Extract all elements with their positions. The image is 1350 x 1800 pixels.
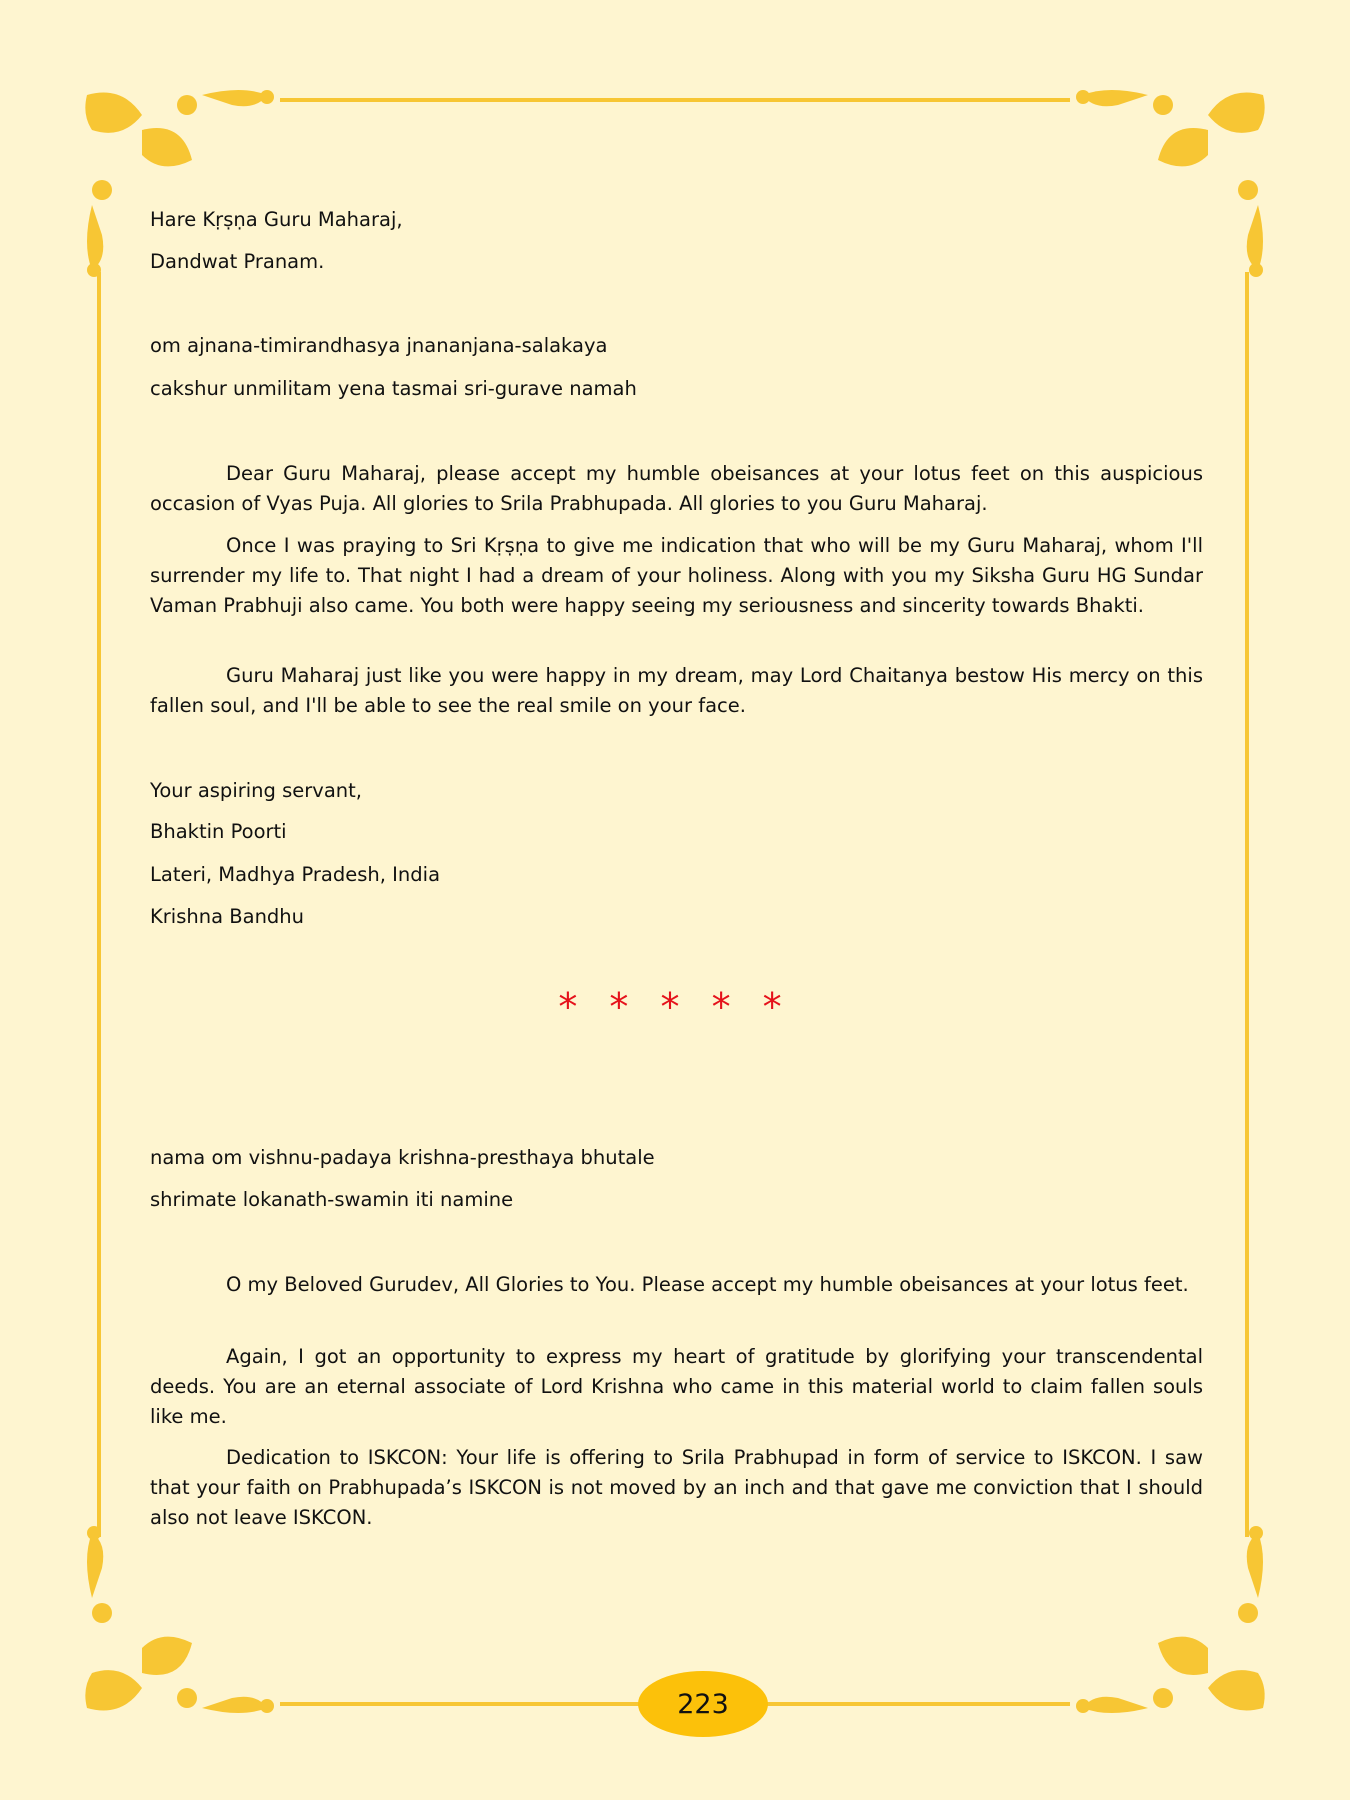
paragraph: Dedication to ISKCON: Your life is offering to Srila Prabhupad in form of service to ISKCON. I saw that your faith on Prabhupada’s ISKCON is not moved by an inch and that gave me conviction that I should also not leave ISKCON. [150, 1446, 1203, 1529]
signature-line: Krishna Bandhu [150, 905, 305, 928]
letter2-paragraph-2 [150, 1342, 1203, 1432]
border-top [280, 98, 1070, 102]
greeting-line: Hare Kṛṣṇa Guru Maharaj, [150, 208, 403, 231]
border-right [1245, 272, 1249, 1537]
border-bottom-right [766, 1702, 1070, 1706]
letter2-paragraph-3 [150, 1443, 1203, 1533]
corner-ornament-icon [1068, 1518, 1268, 1718]
signature-line: Lateri, Madhya Pradesh, India [150, 863, 441, 886]
greeting-line: Dandwat Pranam. [150, 250, 325, 273]
mantra-line: om ajnana-timirandhasya jnananjana-salakaya [150, 334, 608, 357]
letter1-paragraph-1 [150, 459, 1203, 519]
paragraph: Dear Guru Maharaj, please accept my humble obeisances at your lotus feet on this auspicious occasion of Vyas Puja. All glories to Srila Prabhupada. All glories to you Guru Maharaj. [150, 462, 1203, 515]
letter1-paragraph-2 [150, 531, 1203, 621]
page-number: 223 [677, 1688, 729, 1720]
paragraph: O my Beloved Gurudev, All Glories to You. Please accept my humble obeisances at your lotus feet. [226, 1273, 1189, 1296]
separator-stars: * * * * * [558, 985, 792, 1029]
signature-line: Bhaktin Poorti [150, 820, 287, 843]
paragraph: Again, I got an opportunity to express my heart of gratitude by glorifying your transcendental deeds. You are an eternal associate of Lord Krishna who came in this material world to claim fallen souls like me. [150, 1345, 1203, 1428]
paragraph: Guru Maharaj just like you were happy in my dream, may Lord Chaitanya bestow His mercy on this fallen soul, and I'll be able to see the real smile on your face. [150, 664, 1203, 717]
border-left [97, 272, 101, 1537]
letter2-paragraph-1 [150, 1270, 1203, 1300]
letter1-paragraph-3 [150, 661, 1203, 721]
signature-line: Your aspiring servant, [150, 779, 362, 802]
mantra-line: nama om vishnu-padaya krishna-presthaya bhutale [150, 1146, 655, 1169]
mantra-line: shrimate lokanath-swamin iti namine [150, 1188, 514, 1211]
page-number-badge [638, 1671, 768, 1737]
paragraph: Once I was praying to Sri Kṛṣṇa to give me indication that who will be my Guru Maharaj, whom I'll surrender my life to. That night I had a dream of your holiness. Along with you my Siksha Guru HG Sundar Vaman Prabhuji also came. You both were happy seeing my seriousness and sincerity towards Bhakti. [150, 534, 1203, 617]
border-bottom-left [280, 1702, 640, 1706]
mantra-line: cakshur unmilitam yena tasmai sri-gurave namah [150, 377, 637, 400]
corner-ornament-icon [82, 1518, 282, 1718]
